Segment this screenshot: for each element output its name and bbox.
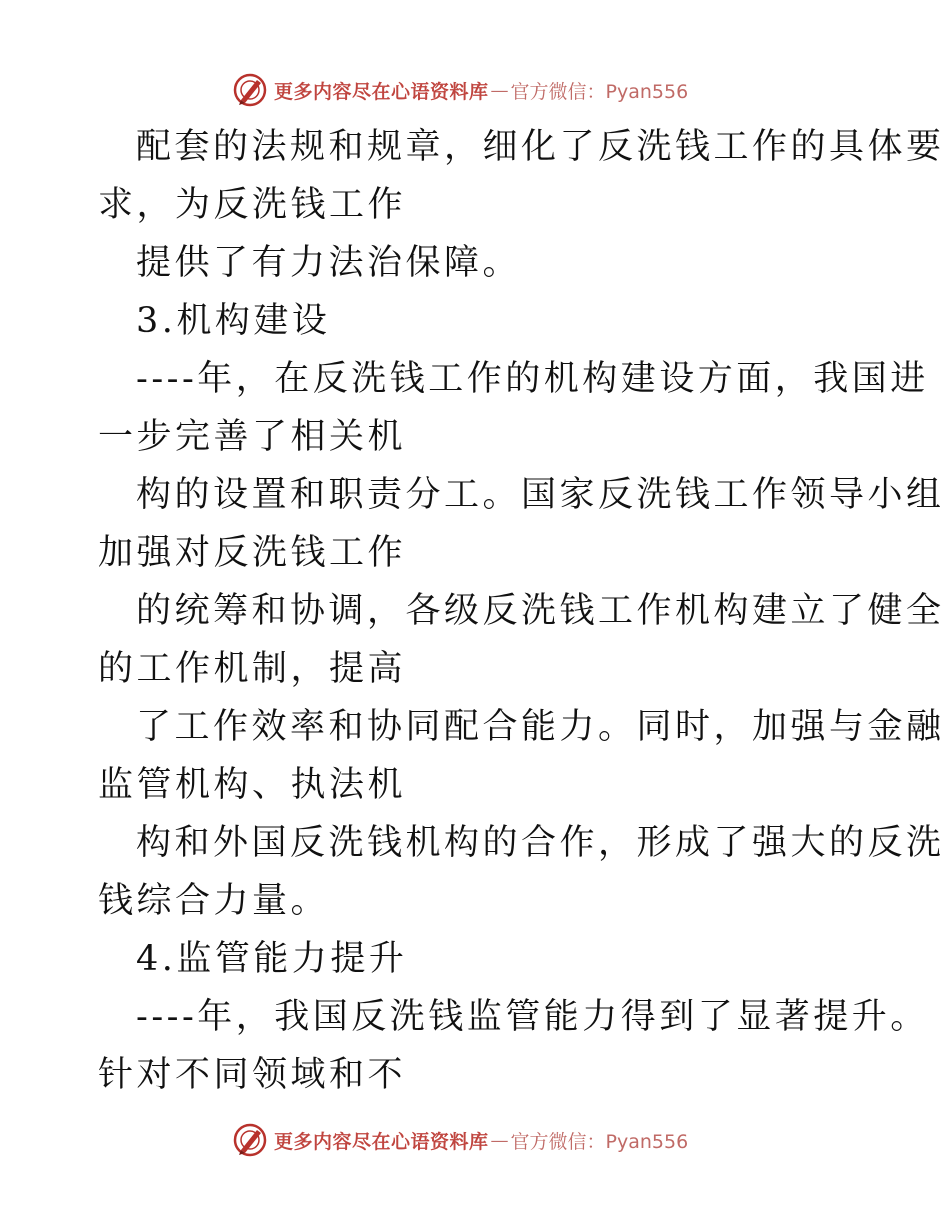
- paragraph-line: 配套的法规和规章，细化了反洗钱工作的具体要: [136, 127, 945, 167]
- section-heading: 3.机构建设: [136, 301, 331, 341]
- paragraph-line: 一步完善了相关机: [98, 417, 407, 457]
- document-body: [98, 118, 945, 1104]
- paragraph-line: 的工作机制，提高: [98, 649, 407, 689]
- paragraph-line: 构和外国反洗钱机构的合作，形成了强大的反洗: [136, 823, 945, 863]
- paragraph-line: 构的设置和职责分工。国家反洗钱工作领导小组: [136, 475, 945, 515]
- watermark-dash: —: [490, 1129, 509, 1151]
- paragraph-line: ----年，我国反洗钱监管能力得到了显著提升。: [136, 997, 929, 1037]
- header-watermark: [232, 70, 688, 110]
- pen-logo-icon: [232, 1122, 268, 1158]
- paragraph-line: ----年，在反洗钱工作的机构建设方面，我国进: [136, 359, 929, 399]
- paragraph-line: 提供了有力法治保障。: [136, 243, 522, 283]
- watermark-contact: 官方微信：Pyan556: [510, 1130, 689, 1153]
- paragraph-line: 监管机构、执法机: [98, 765, 407, 805]
- paragraph-line: 钱综合力量。: [98, 881, 330, 921]
- section-heading: 4.监管能力提升: [136, 939, 408, 979]
- watermark-contact: 官方微信：Pyan556: [510, 80, 689, 103]
- paragraph-line: 加强对反洗钱工作: [98, 533, 407, 573]
- paragraph-line: 求，为反洗钱工作: [98, 185, 407, 225]
- paragraph-line: 针对不同领域和不: [98, 1055, 407, 1095]
- paragraph-line: 的统筹和协调，各级反洗钱工作机构建立了健全: [136, 591, 945, 631]
- watermark-text: 更多内容尽在心语资料库: [274, 1130, 489, 1153]
- watermark-text: 更多内容尽在心语资料库: [274, 80, 489, 103]
- watermark-dash: —: [490, 79, 509, 101]
- paragraph-line: 了工作效率和协同配合能力。同时，加强与金融: [136, 707, 945, 747]
- pen-logo-icon: [232, 72, 268, 108]
- footer-watermark: [232, 1120, 688, 1160]
